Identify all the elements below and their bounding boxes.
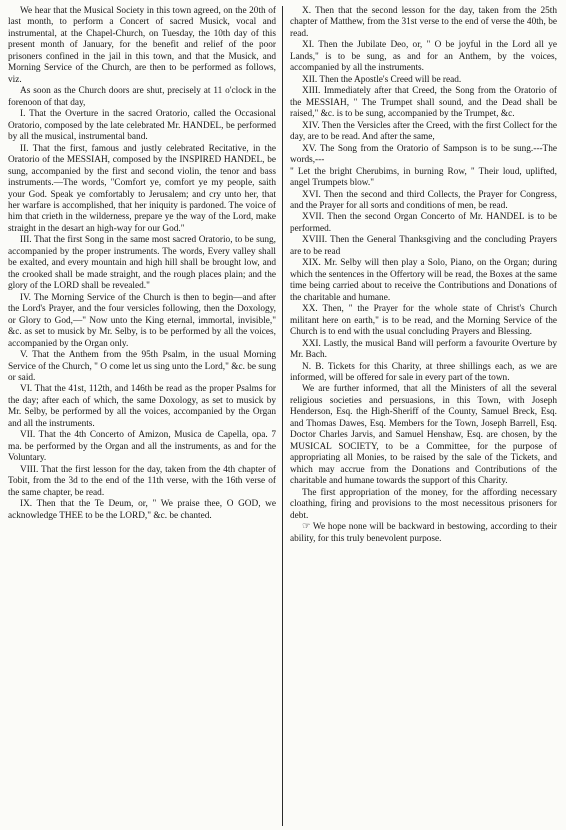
paragraph: As soon as the Church doors are shut, precisely at 11 o'clock in the forenoon of that day, (8, 86, 276, 108)
paragraph: X. Then that the second lesson for the day, taken from the 25th chapter of Matthew, from the 31st verse to the end of verse the 40th, be read. (290, 6, 557, 39)
paragraph: XIX. Mr. Selby will then play a Solo, Piano, on the Organ; during which the sentences in the Offertory will be read, the Boxes at the same time being carried about to receive the Contributions and Donations of the charitable and humane. (290, 258, 557, 303)
paragraph: We are further informed, that all the Ministers of all the several religious societies and persuasions, in this Town, with Joseph Henderson, Esq. the High-Sheriff of the County, Samuel Breck, Esq. and Thomas Dawes, Esq. Members for the Town, Joseph Barrell, Esq. Doctor Charles Jarvis, and Samuel Henshaw, Esq. are chosen, by the MUSICAL SOCIETY, to be a Committee, for the purpose of appropriating all Monies, to be raised by the sale of the Tickets, and which may accrue from the Donations and Contributions of the charitable and humane towards the support of this Charity. (290, 384, 557, 487)
paragraph: We hear that the Musical Society in this town agreed, on the 20th of last month, to perform a Concert of sacred Musick, vocal and instrumental, at the Chapel-Church, on Tuesday, the 10th day of this present month of January, for the benefit and relief of the poor prisoners confined in the jail in this town, and that the Musick, and Morning Service of the Church, are then to be performed as follows, viz. (8, 6, 276, 85)
paragraph: IV. The Morning Service of the Church is then to begin—and after the Lord's Prayer, and the four versicles following, then the Doxology, or Glory to God,—" Now unto the King eternal, immortal, invisible," &c. as set to musick by Mr. Selby, is to be performed by all the voices, accompanied by the Organ only. (8, 292, 276, 349)
paragraph: XIV. Then the Versicles after the Creed, with the first Collect for the day, are to be read. And after the same, (290, 120, 557, 143)
closing-paragraph: ☞ We hope none will be backward in bestowing, according to their ability, for this truly benevolent purpose. (290, 522, 557, 544)
paragraph: III. That the first Song in the same most sacred Oratorio, to be sung, accompanied by the proper instruments. The words, Every valley shall be exalted, and every mountain and high hill shall be brought low, and the crooked shall be made straight, and the rough places plain; and the glory of the LORD shall be revealed." (8, 235, 276, 292)
paragraph: XI. Then the Jubilate Deo, or, " O be joyful in the Lord all ye Lands," is to be sung, as and for an Anthem, by the voices, accompanied by all the instruments. (290, 40, 557, 74)
paragraph: VI. That the 41st, 112th, and 146th be read as the proper Psalms for the day; after each of which, the same Doxology, as set to musick by Mr. Selby, be performed by all the voices, accompanied by the Organ and all the instruments. (8, 384, 276, 429)
paragraph: XVII. Then the second Organ Concerto of Mr. HANDEL is to be performed. (290, 212, 557, 234)
paragraph: XVI. Then the second and third Collects, the Prayer for Congress, and the Prayer for all sorts and conditions of men, be read. (290, 189, 557, 211)
paragraph: VIII. That the first lesson for the day, taken from the 4th chapter of Tobit, from the 3d to the end of the 11th verse, with the 16th verse of the same chapter, be read. (8, 464, 276, 498)
verse-quote: " Let the bright Cherubims, in burning Row, " Their loud, uplifted, angel Trumpets blow." (290, 166, 557, 189)
paragraph: XX. Then, " the Prayer for the whole state of Christ's Church militant here on earth," is to be read, and the Morning Service of the Church is to end with the usual concluding Prayers and Blessing. (290, 304, 557, 338)
paragraph: XVIII. Then the General Thanksgiving and the concluding Prayers are to be read (290, 235, 557, 257)
paragraph: XXI. Lastly, the musical Band will perform a favourite Overture by Mr. Bach. (290, 338, 557, 361)
paragraph: VII. That the 4th Concerto of Amizon, Musica de Capella, opa. 7 ma. be performed by the Organ and all the instruments, as and for the Voluntary. (8, 430, 276, 464)
paragraph: II. That the first, famous and justly celebrated Recitative, in the Oratorio of the MESSIAH, composed by the INSPIRED HANDEL, be sung, accompanied by the first and second violin, the tenor and bass instruments.—The words, "Comfort ye, comfort ye my people, saith your God. Speak ye comfortably to Jerusalem; and cry unto her, that her warfare is accomplished, that her iniquity is pardoned. The voice of him that crieth in the wilderness, prepare ye the way of the Lord, make straight in the desart an high-way for our God." (8, 143, 276, 234)
paragraph: I. That the Overture in the sacred Oratorio, called the Occasional Oratorio, composed by the late celebrated Mr. HANDEL, be performed by all the musical, instrumental band. (8, 109, 276, 143)
paragraph: IX. Then that the Te Deum, or, " We praise thee, O GOD, we acknowledge THEE to be the LORD," &c. be chanted. (8, 499, 276, 521)
paragraph: XII. Then the Apostle's Creed will be read. (302, 74, 462, 85)
paragraph: V. That the Anthem from the 95th Psalm, in the usual Morning Service of the Church, " O come let us sing unto the Lord," &c. be sung or said. (8, 350, 276, 383)
left-column (4, 6, 283, 826)
notice-paragraph: N. B. Tickets for this Charity, at three shillings each, as we are informed, will be offered for sale in every part of the town. (290, 361, 557, 383)
paragraph: XV. The Song from the Oratorio of Sampson is to be sung.---The words,--- (290, 143, 557, 166)
paragraph: XIII. Immediately after that Creed, the Song from the Oratorio of the MESSIAH, " The Trumpet shall sound, and the Dead shall be raised," &c. is to be sung, accompanied by the Trumpet, &c. (290, 86, 557, 120)
paragraph: The first appropriation of the money, for the affording necessary cloathing, firing and provisions to the most necessitous prisoners for debt. (290, 487, 557, 521)
right-column (283, 6, 562, 826)
